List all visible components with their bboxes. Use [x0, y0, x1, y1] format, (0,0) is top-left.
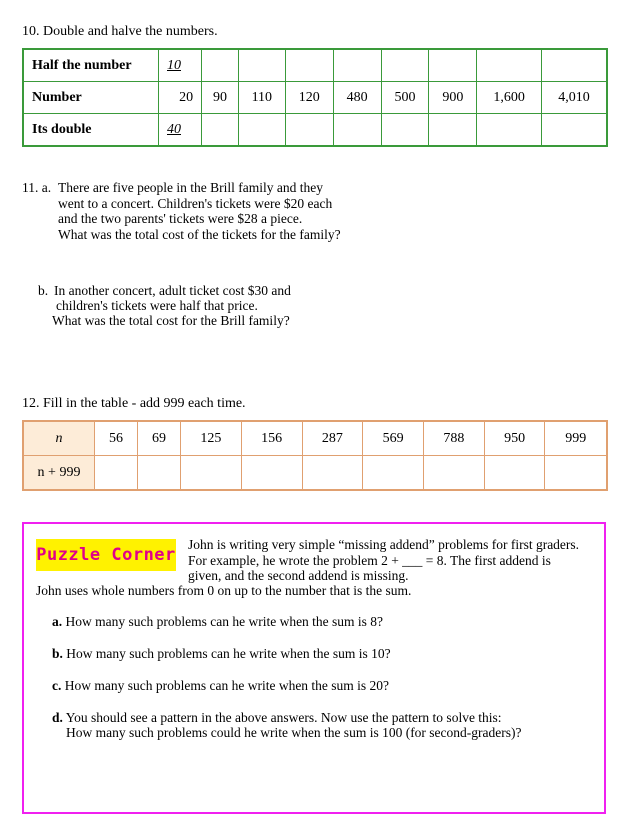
table-row: [23, 114, 607, 147]
answer-cell[interactable]: [363, 456, 424, 491]
puzzle-question-d-line-2: How many such problems could he write when the sum is 100 (for second-graders)?: [66, 725, 522, 740]
row-label-n-plus-999: n + 999: [23, 456, 95, 491]
puzzle-rule: John uses whole numbers from 0 on up to the number that is the sum.: [36, 583, 412, 598]
number-cell: 125: [181, 421, 242, 456]
answer-cell[interactable]: [285, 114, 333, 147]
number-cell: 120: [285, 82, 333, 114]
question-text: How many such problems can he write when the sum is 8?: [65, 614, 384, 629]
question-label: d.: [52, 710, 63, 725]
answer-cell[interactable]: [333, 114, 381, 147]
question-text: You should see a pattern in the above answers. Now use the pattern to solve this:: [65, 710, 502, 725]
number-cell: 90: [202, 82, 239, 114]
double-halve-table: [22, 48, 608, 147]
cell-given: 40: [159, 114, 202, 147]
number-cell: 287: [302, 421, 363, 456]
answer-cell[interactable]: [285, 49, 333, 82]
q11b-line-3: What was the total cost for the Brill family?: [52, 313, 290, 328]
number-cell: 480: [333, 82, 381, 114]
answer-cell[interactable]: [238, 114, 285, 147]
row-label-double: Its double: [23, 114, 159, 147]
puzzle-intro-line-2: For example, he wrote the problem 2 + ___ = 8. The first addend is: [188, 553, 551, 568]
answer-cell[interactable]: [241, 456, 302, 491]
puzzle-intro-line-1: John is writing very simple “missing addend” problems for first graders.: [188, 537, 580, 552]
answer-cell[interactable]: [202, 49, 239, 82]
number-cell: 999: [545, 421, 607, 456]
question-label: b.: [52, 646, 63, 661]
number-cell: 900: [429, 82, 477, 114]
cell-given: 10: [159, 49, 202, 82]
answer-cell[interactable]: [541, 114, 607, 147]
answer-cell[interactable]: [238, 49, 285, 82]
q11b-line-2: children's tickets were half that price.: [56, 298, 258, 313]
answer-cell[interactable]: [484, 456, 545, 491]
puzzle-question-b: [52, 646, 391, 662]
answer-cell[interactable]: [545, 456, 607, 491]
row-label-number: Number: [23, 82, 159, 114]
table-row: [23, 49, 607, 82]
answer-cell[interactable]: [95, 456, 138, 491]
answer-cell[interactable]: [302, 456, 363, 491]
q12-title: 12. Fill in the table - add 999 each time.: [22, 396, 246, 411]
answer-cell[interactable]: [423, 456, 484, 491]
table-row: [23, 456, 607, 491]
answer-cell[interactable]: [381, 114, 429, 147]
answer-cell[interactable]: [429, 49, 477, 82]
question-text: How many such problems can he write when the sum is 10?: [66, 646, 391, 661]
answer-cell[interactable]: [202, 114, 239, 147]
number-cell: 69: [138, 421, 181, 456]
number-cell: 110: [238, 82, 285, 114]
q11a-line-2: went to a concert. Children's tickets were $20 each: [58, 196, 333, 211]
table-row: [23, 82, 607, 114]
answer-cell[interactable]: [477, 49, 542, 82]
puzzle-intro-line-3: given, and the second addend is missing.: [188, 568, 409, 583]
q11b-number: b.: [38, 283, 49, 298]
table-row: [23, 421, 607, 456]
answer-cell[interactable]: [138, 456, 181, 491]
number-cell: 56: [95, 421, 138, 456]
q11a-line-4: What was the total cost of the tickets for the family?: [58, 227, 341, 242]
number-cell: 950: [484, 421, 545, 456]
puzzle-corner-logo: Puzzle Corner: [36, 539, 176, 571]
question-text: How many such problems can he write when the sum is 20?: [64, 678, 390, 693]
q11a-number: 11. a.: [22, 180, 52, 195]
answer-cell[interactable]: [429, 114, 477, 147]
answer-cell[interactable]: [181, 456, 242, 491]
number-cell: 156: [241, 421, 302, 456]
puzzle-question-a: [52, 614, 383, 630]
puzzle-question-d: [52, 710, 502, 726]
answer-cell[interactable]: [541, 49, 607, 82]
number-cell: 500: [381, 82, 429, 114]
row-label-half: Half the number: [23, 49, 159, 82]
q11a-line-3: and the two parents' tickets were $28 a piece.: [58, 211, 303, 226]
puzzle-question-c: [52, 678, 389, 694]
answer-cell[interactable]: [333, 49, 381, 82]
add-999-table: [22, 420, 608, 491]
question-label: c.: [52, 678, 62, 693]
number-cell: 788: [423, 421, 484, 456]
q10-title: 10. Double and halve the numbers.: [22, 24, 218, 39]
number-cell: 569: [363, 421, 424, 456]
number-cell: 4,010: [541, 82, 607, 114]
number-cell: 1,600: [477, 82, 542, 114]
row-label-n: n: [23, 421, 95, 456]
number-cell: 20: [159, 82, 202, 114]
q11a-line-1: There are five people in the Brill family and they: [58, 180, 324, 195]
answer-cell[interactable]: [381, 49, 429, 82]
q11b-line-1: In another concert, adult ticket cost $30 and: [54, 283, 291, 298]
question-label: a.: [52, 614, 63, 629]
answer-cell[interactable]: [477, 114, 542, 147]
